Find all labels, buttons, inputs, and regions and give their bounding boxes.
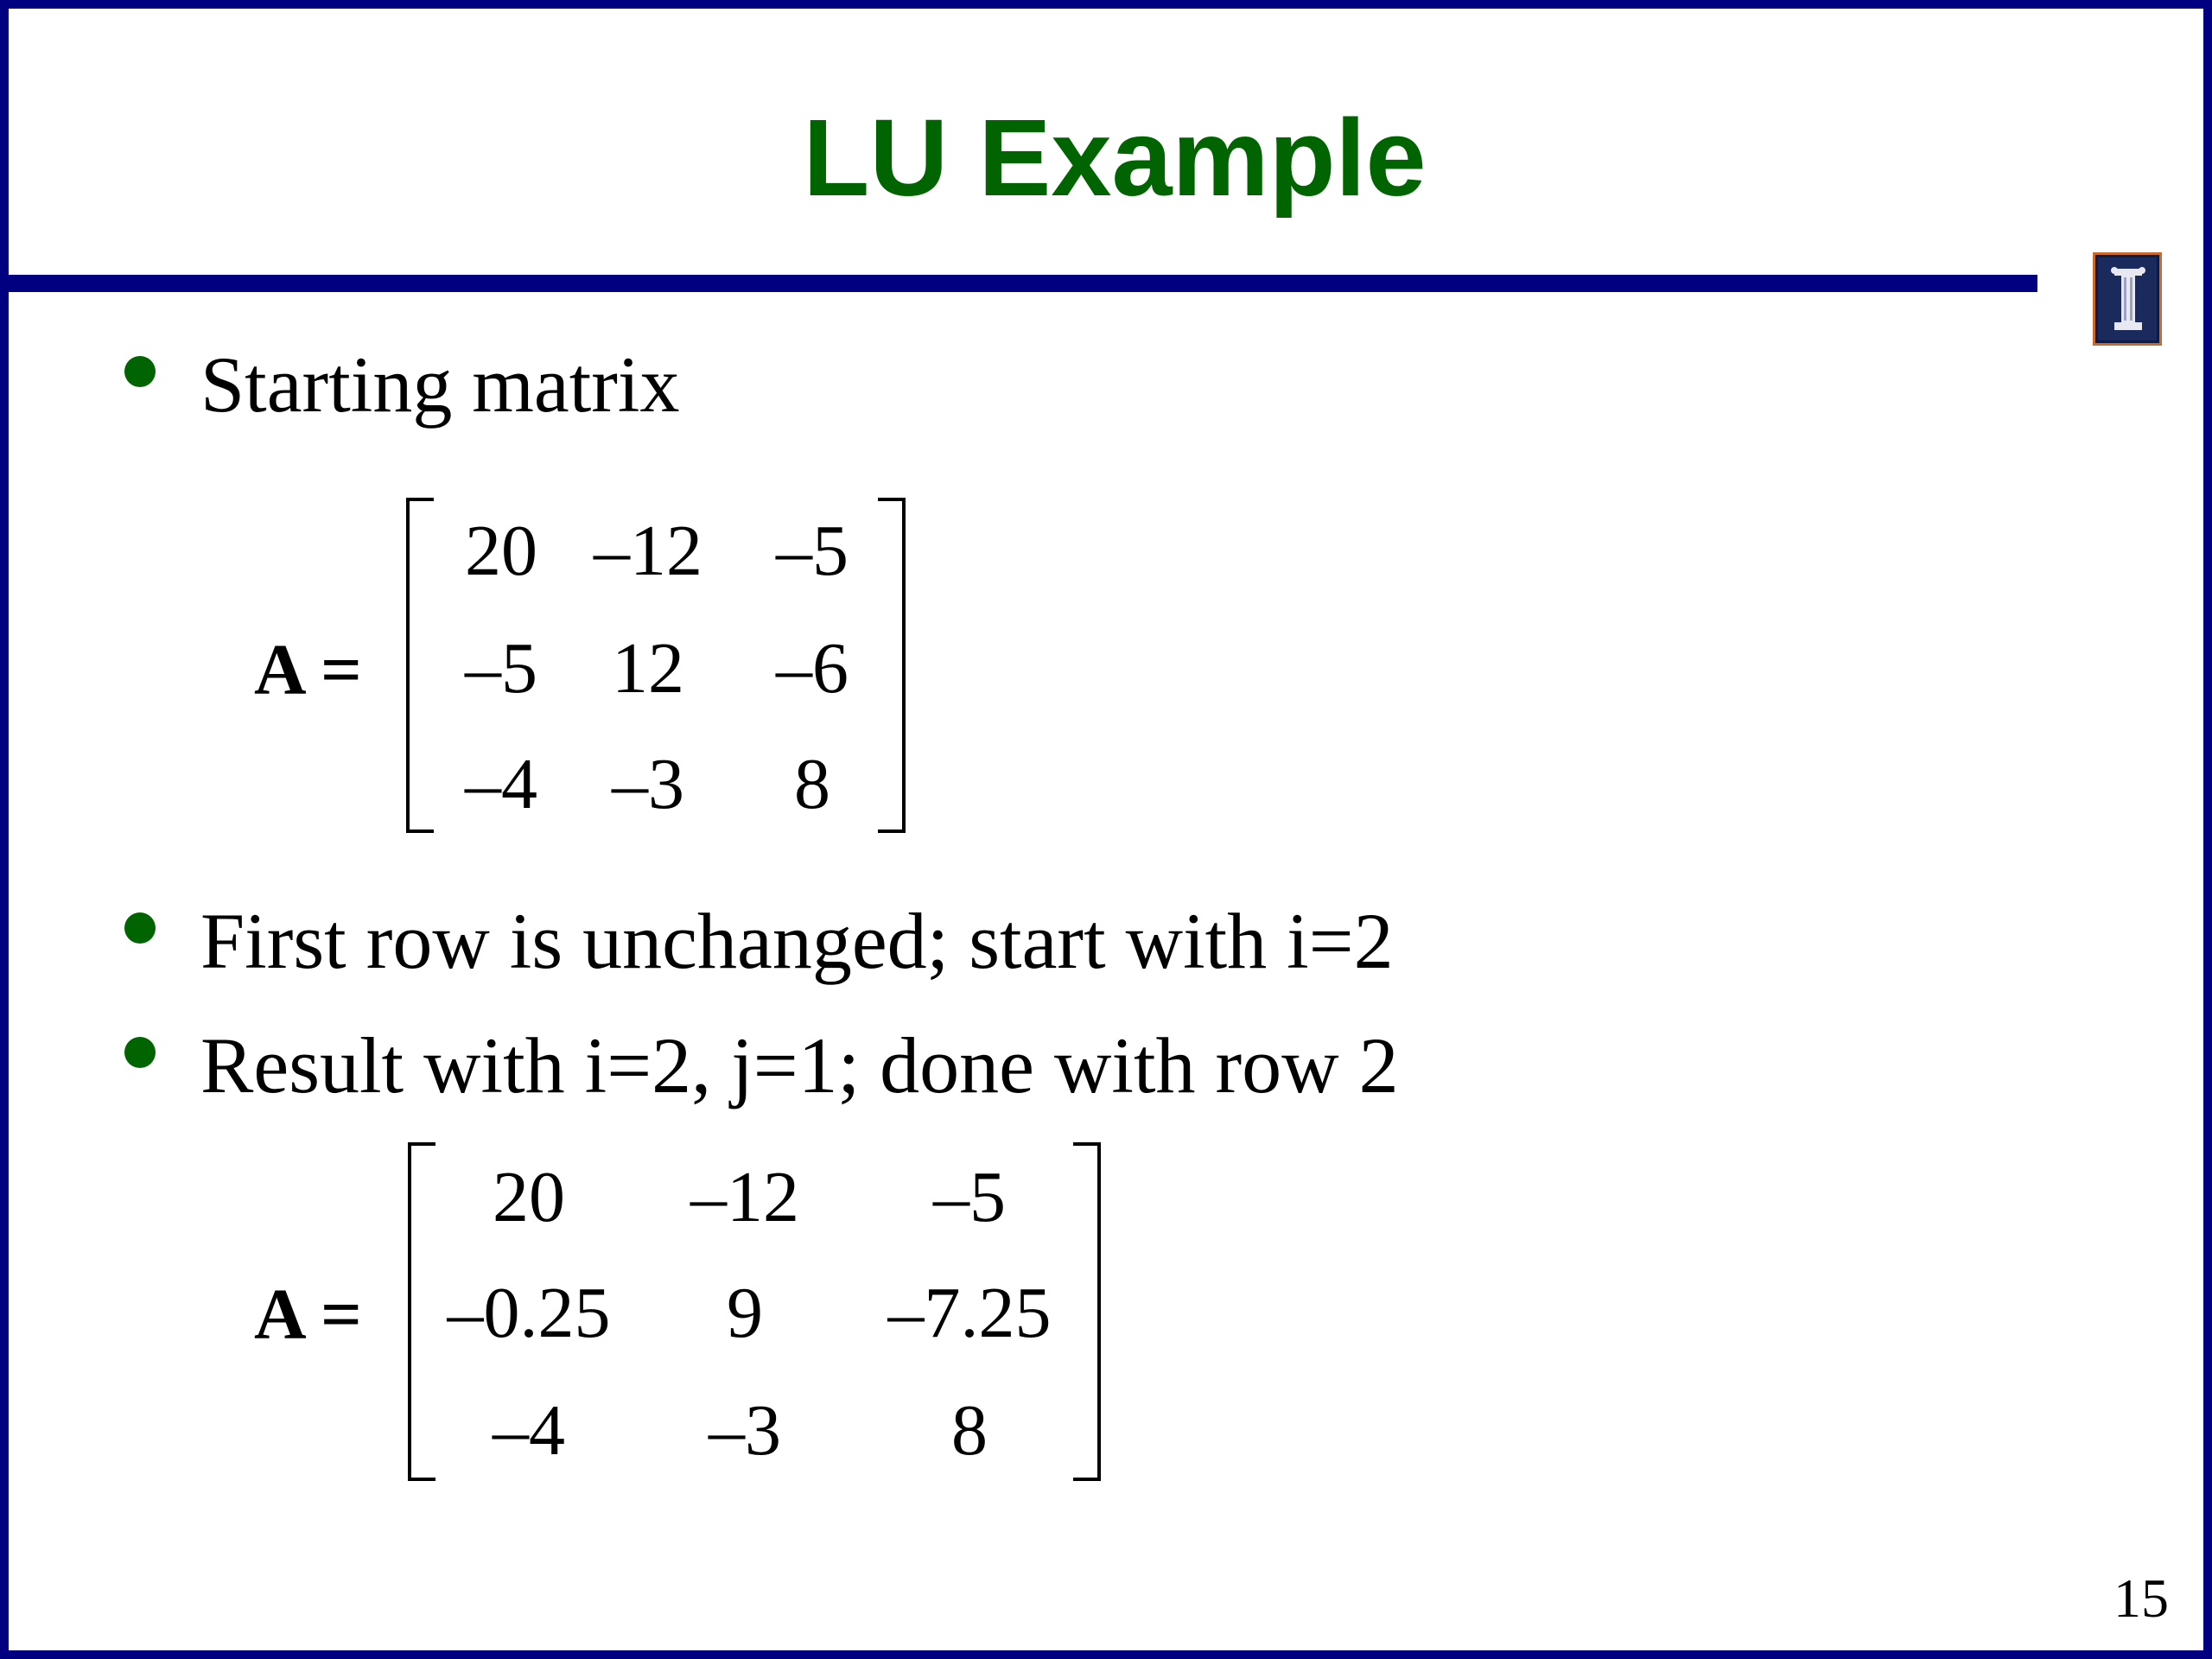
matrix1-cell: 12 [612,628,684,709]
bullet-marker [124,1037,156,1068]
title-divider [9,275,2037,292]
slide-title: LU Example [803,97,1427,219]
matrix2-cell: –12 [690,1157,799,1237]
bullet-text-first-row: First row is unchanged; start with i=2 [200,897,1394,985]
matrix1-right-bracket [878,498,906,833]
matrix2-cell: –4 [493,1390,565,1471]
matrix1-cell: –6 [776,628,849,709]
matrix1-cell: –5 [776,511,849,591]
matrix1-left-bracket [406,498,434,833]
bullet-text-starting-matrix: Starting matrix [200,340,680,429]
matrix2-cell: 8 [951,1390,988,1471]
bullet-marker [124,912,156,944]
bullet-text-result: Result with i=2, j=1; done with row 2 [200,1021,1399,1109]
matrix1-cell: –5 [465,628,537,709]
matrix2-cell: –0.25 [447,1273,611,1353]
matrix1-cell: –3 [612,744,684,824]
matrix2-cell: –5 [933,1157,1006,1237]
matrix1-cell: –12 [594,511,702,591]
matrix2-cell: –7.25 [887,1273,1052,1353]
matrix2-left-bracket [408,1142,435,1481]
matrix2-cell: –3 [709,1390,781,1471]
matrix1-cell: –4 [465,744,537,824]
column-logo-glyph [2095,255,2159,343]
matrix1 [406,498,906,833]
bullet-marker [124,356,156,387]
matrix2-label: A = [254,1274,362,1355]
matrix1-label: A = [254,630,362,710]
matrix2-cell: 9 [727,1273,763,1353]
matrix2-right-bracket [1073,1142,1101,1481]
matrix2-cell: 20 [493,1157,565,1237]
matrix2 [408,1142,1101,1481]
matrix1-cell: 8 [794,744,830,824]
matrix1-cell: 20 [465,511,537,591]
page-number: 15 [2113,1567,2169,1629]
university-column-logo-icon [2093,252,2162,346]
